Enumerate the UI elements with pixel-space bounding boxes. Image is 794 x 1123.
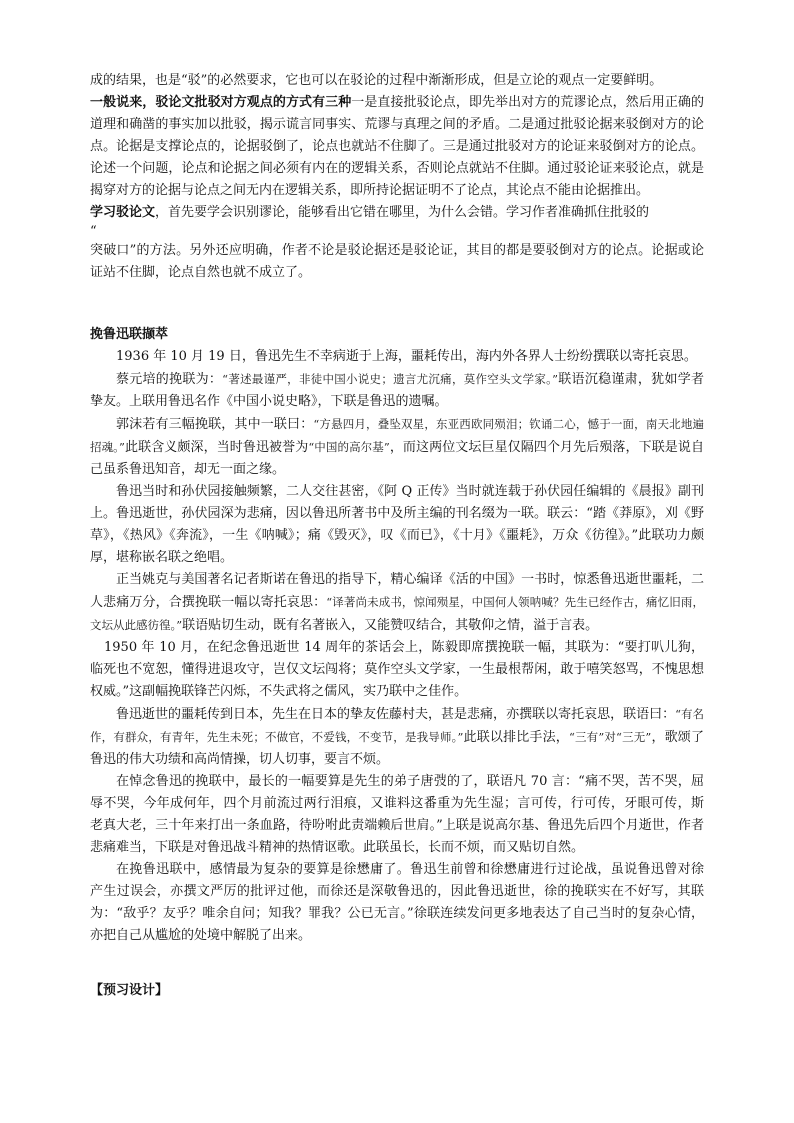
section-title: 挽鲁迅联撷萃 — [90, 327, 169, 342]
text: 此联以排比手法， — [463, 730, 569, 745]
paragraph-learning — [90, 202, 704, 224]
couplet-quote: “著述最谨严，非徒中国小说史；遗言尤沉痛，莫作空头文学家。” — [222, 372, 559, 386]
paragraph-continuation: 成的结果，也是“驳”的必然要求，它也可以在驳论的过程中渐渐形成，但是立论的观点一定要鲜明。 — [90, 73, 663, 88]
paragraph-tang-tao: 在悼念鲁迅的挽联中，最长的一幅要算是先生的弟子唐弢的了，联语凡 70 言：“痛不哭，苦不哭，屈 辱不哭，今年成何年，四个月前流过两行泪痕，又谁料这番重为先生湿；言可传，行可传，牙眼可传，斯 老真大老，三十年来打出一条血路，待吩咐此责端赖后世肩。”上联是说高尔基、鲁迅先后四个月逝世，作者悲痛难当，下联是对鲁迅战斗精神的热情讴歌。此联虽长，长而不烦，而又贴切自然。 — [90, 774, 704, 855]
paragraph-xu-maoyong: 在挽鲁迅联中，感情最为复杂的要算是徐懋庸了。鲁迅生前曾和徐懋庸进行过论战，虽说鲁迅曾对徐 产生过误会，亦撰文严厉的批评过他，而徐还是深敬鲁迅的，因此鲁迅逝世，徐的挽联实在不好写，其联 为：“敌乎？友乎？唯余自问；知我？罪我？公已无言。”徐联连续发问更多地表达了自己当时的复杂心情，亦把自己从尴尬的处境中解脱了出来。 — [90, 862, 704, 943]
text: 郭沫若有三幅挽联，其中一联曰： — [116, 417, 314, 432]
preview-design-heading: 【预习设计】 — [90, 983, 169, 998]
text: 联语贴切生动，既有名著嵌入，又能赞叹结合，其敬仰之情，溢于言表。 — [182, 618, 599, 633]
text: 此联含义颇深，当时鲁迅被誉为 — [124, 440, 309, 455]
spacer — [90, 947, 704, 979]
paragraph-sato — [90, 703, 704, 771]
paragraph-refutation-methods — [90, 92, 704, 202]
bold-lead: 一般说来，驳论文批驳对方观点的方式有三种 — [90, 95, 352, 110]
paragraph-text: ，首先要学会识别谬论，能够看出它错在哪里，为什么会错。学习作者准确抓住批驳的 — [155, 205, 650, 220]
couplet-quote: “中国的高尔基” — [308, 440, 390, 454]
text: 联语沉稳谨肃，犹如学者挚友。上联用鲁迅名作《中国小说史略》，下联是鲁迅的遗嘱。 — [90, 372, 704, 409]
paragraph-sun-fuyuan: 鲁迅当时和孙伏园接触频繁，二人交往甚密，《阿 Q 正传》当时就连载于孙伏园任编辑的《晨报》副刊上。鲁迅逝世，孙伏园深为悲痛，因以鲁迅所著书中及所主编的刊名缀为一联。联云：“踏《莽原》，刈《野草》，《热风》《奔流》，一生《呐喊》；痛《毁灭》，叹《而已》，《十月》《噩耗》，万众《彷徨》。”此联功力颇厚，堪称嵌名联之绝唱。 — [90, 484, 704, 565]
text: ，而这两位文坛巨星仅隔四个月先后殒落，下联是说自己虽系鲁迅知音，却无一面之缘。 — [90, 440, 704, 477]
text: 蔡元培的挽联为： — [116, 372, 223, 387]
paragraph-cai-yuanpei — [90, 368, 704, 413]
text: 鲁迅逝世的噩耗传到日本，先生在日本的挚友佐藤村夫，甚是悲痛，亦撰联以寄托哀思，联语曰： — [116, 707, 676, 722]
couplet-quote: “译著尚未成书，惊闻殒星，中国何人领呐喊？先生已经作古，痛忆旧雨，文坛从此感彷徨。” — [90, 595, 704, 632]
bold-lead-2: 学习驳论文 — [90, 205, 156, 220]
couplet-quote: “三有”对“三无” — [568, 730, 652, 744]
document-page — [90, 70, 704, 998]
couplet-quote: “方悬四月，叠坠双星，东亚西欧同殒泪；钦诵二心，憾于一面，南天北地遍招魂。” — [90, 417, 704, 454]
couplet-quote: “有名作，有群众，有青年，先生未死；不做官，不爱钱，不变节，是我导师。” — [90, 707, 704, 744]
paragraph-intro: 1936 年 10 月 19 日，鲁迅先生不幸病逝于上海，噩耗传出，海内外各界人士纷纷撰联以寄托哀思。 — [116, 349, 697, 364]
paragraph-text: 一是直接批驳论点，即先举出对方的荒谬论点，然后用正确的道理和确凿的事实加以批驳，揭示谎言同事实、荒谬与真理之间的矛盾。二是通过批驳论据来驳倒对方的论点。论据是支撑论点的，论据驳倒了，论点也就站不住脚了。三是通过批驳对方的论证来驳倒对方的论点。论述一个问题，论点和论据之间必须有内在的逻辑关系，否则论点就站不住脚。通过驳论证来驳论点，就是揭穿对方的论据与论点之间无内在逻辑关系，即所持论据证明不了论点，其论点不能由论据推出。 — [90, 95, 704, 198]
paragraph-chen-yi: 1950 年 10 月，在纪念鲁迅逝世 14 周年的茶话会上，陈毅即席撰挽联一幅，其联为：“要打叭儿狗，临死也不宽恕，懂得进退攻守，岂仅文坛闯将；莫作空头文学家，一生最根帮闲，敢于嘻笑怒骂，不愧思想权威。”这副幅挽联锋芒闪烁，不失武将之儒风，实乃联中之佳作。 — [90, 640, 704, 699]
quote-mark: “ — [90, 224, 97, 239]
paragraph-guo-moruo — [90, 413, 704, 481]
paragraph-yao-ke-snow — [90, 569, 704, 637]
spacer — [90, 284, 704, 324]
text: ，歌颂了鲁迅的伟大功绩和高尚情操，切人切事，要言不烦。 — [90, 730, 704, 767]
paragraph-breakthrough: 突破口”的方法。另外还应明确，作者不论是驳论据还是驳论证，其目的都是要驳倒对方的论点。论据或论证站不住脚，论点自然也就不成立了。 — [90, 243, 704, 280]
text: 正当姚克与美国著名记者斯诺在鲁迅的指导下，精心编译《活的中国》一书时，惊悉鲁迅逝世噩耗，二人悲痛万分，合撰挽联一幅以寄托哀思： — [90, 572, 704, 610]
